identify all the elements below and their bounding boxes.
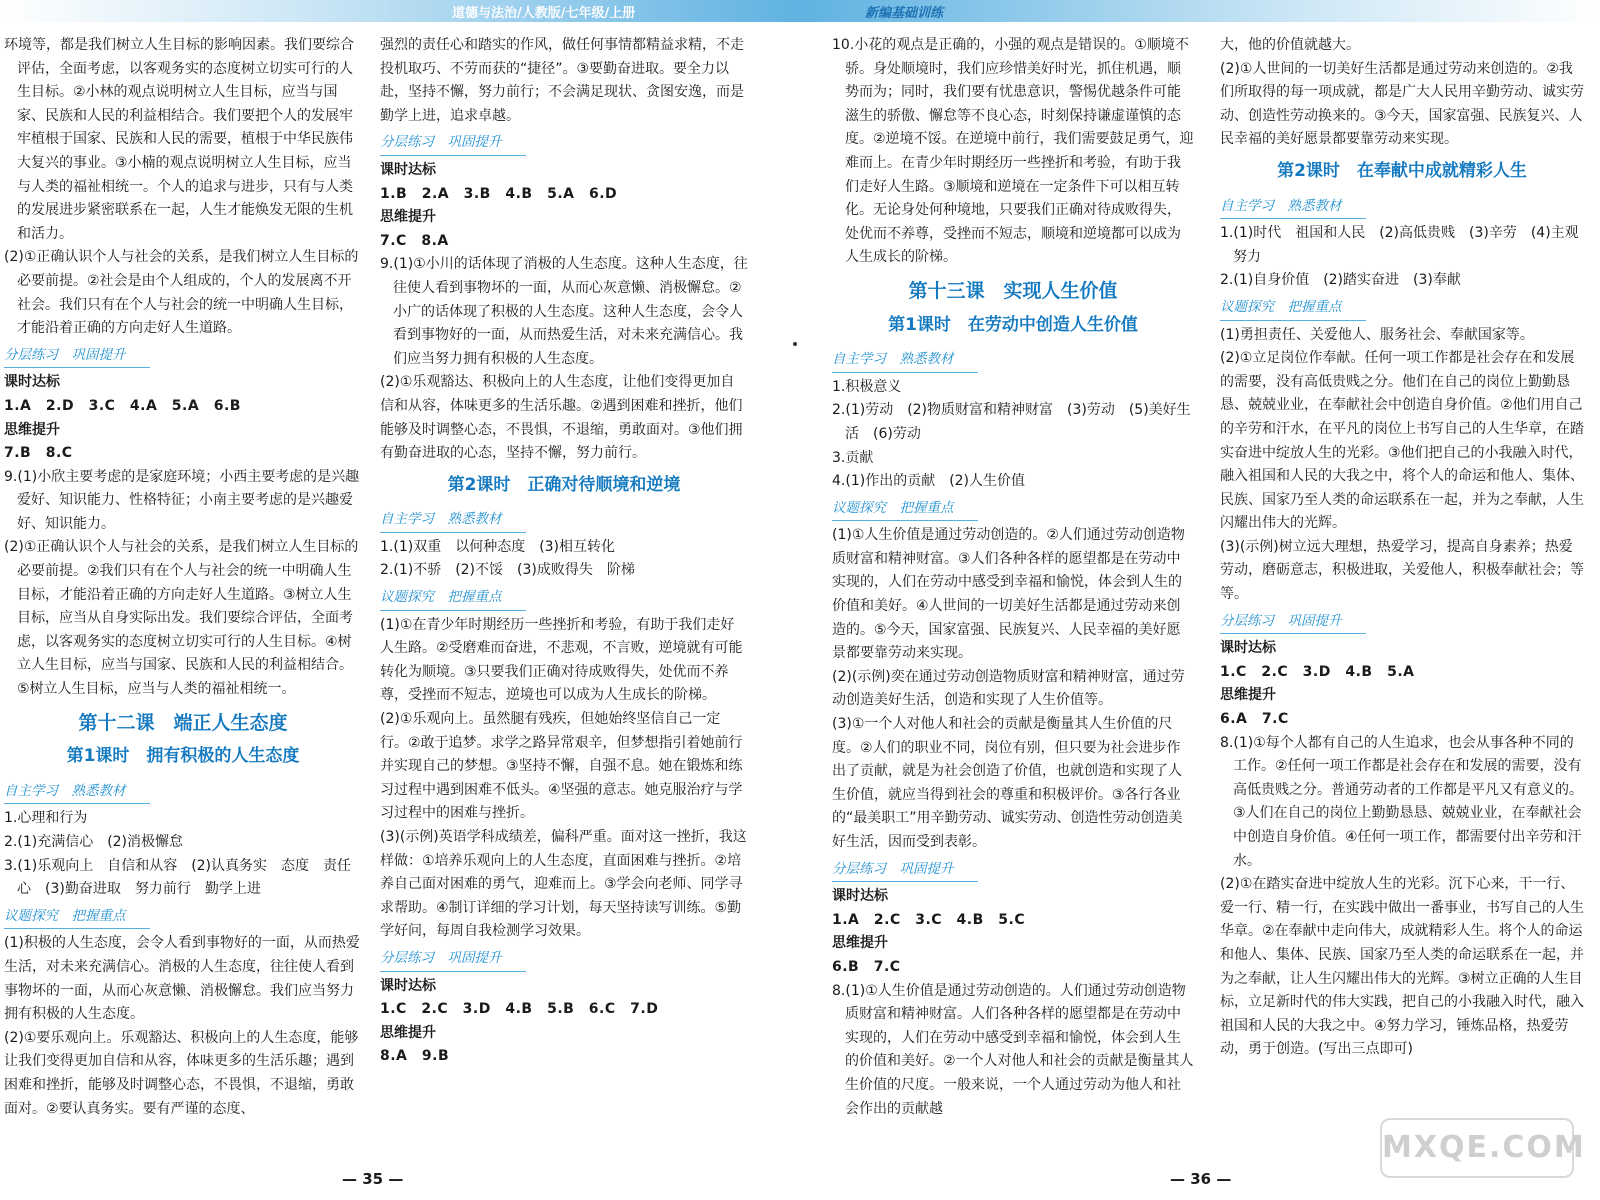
answer-paragraph: (2)①正确认识个人与社会的关系，是我们树立人生目标的必要前提。②社会是由个人组成的，个人的发展离不开社会。我们只有在个人与社会的统一中明确人生目标，才能沿着正确的方向走好人生道路。: [4, 249, 359, 337]
answer-key-line: 7.B 8.C: [4, 445, 73, 462]
answer-paragraph: 1.心理和行为: [4, 810, 88, 827]
answer-paragraph: 9.(1)小欣主要考虑的是家庭环境；小西主要考虑的是兴趣爱好、知识能力、性格特征；小南主要考虑的是兴趣爱好、知识能力。: [4, 468, 360, 532]
answer-paragraph: (2)①正确认识个人与社会的关系，是我们树立人生目标的必要前提。②我们只有在个人与社会的统一中明确人生目标，才能沿着正确的方向走好人生道路。③树立人生目标，应当从自身实际出发。我们要综合评估，全面考虑，以客观务实的态度树立切实可行的人生目标。④树立人生目标，应当与国家、民族和人民的利益相结合。⑤树立人生目标，应当与人类的福祉相统一。: [4, 539, 359, 698]
answer-key-line: 1.A 2.C 3.C 4.B 5.C: [832, 911, 1026, 928]
answer-paragraph: 8.(1)①人生价值是通过劳动创造的。人们通过劳动创造物质财富和精神财富。人们各种各样的愿望都是在劳动中实现的，人们在劳动中感受到幸福和愉悦，体会到人生的价值和美好。②一个人对他人和社会的贡献是衡量其人生价值的尺度。一般来说，一个人通过劳动为他人和社会作出的贡献越: [832, 982, 1194, 1117]
section-heading: 分层练习 巩固提升: [1220, 610, 1366, 635]
section-heading: 分层练习 巩固提升: [380, 947, 526, 972]
answer-paragraph: (2)①乐观豁达、积极向上的人生态度，让他们变得更加自信和从容，体味更多的生活乐趣。②遇到困难和挫折，他们能够及时调整心态，不畏惧，不退缩，勇敢面对。③他们拥有勤奋进取的心态，坚持不懈，努力前行。: [380, 374, 743, 462]
lesson-title: 第十三课 实现人生价值: [908, 279, 1118, 302]
section-heading-row: [832, 345, 1194, 376]
page-number-left: — 35 —: [342, 1170, 404, 1188]
answer-paragraph: (2)①要乐观向上。乐观豁达、积极向上的人生态度，能够让我们变得更加自信和从容，体味更多的生活乐趣；遇到困难和挫折，能够及时调整心态，不畏惧，不退缩，勇敢面对。②要认真务实。要有严谨的态度、: [4, 1029, 359, 1117]
section-heading: 议题探究 把握重点: [1220, 296, 1366, 321]
answer-paragraph: 3.贡献: [832, 449, 874, 466]
section-heading: 分层练习 巩固提升: [4, 344, 150, 369]
section-heading: 议题探究 把握重点: [4, 905, 150, 930]
section-heading: 自主学习 熟悉教材: [832, 348, 978, 373]
answer-key-line: 1.C 2.C 3.D 4.B 5.B 6.C 7.D: [380, 1001, 659, 1018]
answer-paragraph: 2.(1)充满信心 (2)消极懈怠: [4, 834, 184, 850]
answer-paragraph: (1)勇担责任、关爱他人、服务社会、奉献国家等。: [1220, 326, 1534, 343]
section-heading: 自主学习 熟悉教材: [4, 780, 150, 805]
answer-paragraph: (2)①在踏实奋进中绽放人生的光彩。沉下心来，干一行、爱一行、精一行，在实践中做出一番事业，书写自己的人生华章。②在奉献中走向伟大，成就精彩人生。将个人的命运和他人、集体、民族、国家乃至人类的命运联系在一起，并为之奉献，让人生闪耀出伟大的光辉。③树立正确的人生目标，立足新时代的伟大实践，把自己的小我融入时代，融入祖国和人民的大我之中。④努力学习，锤炼品格，热爱劳动，勇于创造。(写出三点即可): [1220, 876, 1584, 1058]
answer-paragraph: (1)①在青少年时期经历一些挫折和考验，有助于我们走好人生路。②受磨难而奋进，不悲观，不言败，逆境就有可能转化为顺境。③只要我们正确对待成败得失，处优而不养尊，受挫而不短志，逆境也可以成为人生成长的阶梯。: [380, 616, 743, 704]
section-heading-row: [1220, 607, 1584, 638]
left-page-column-2: [380, 34, 748, 1162]
section-heading-row: [4, 341, 362, 372]
answer-paragraph: (1)①人生价值是通过劳动创造的。②人们通过劳动创造物质财富和精神财富。③人们各种各样的愿望都是在劳动中实现的，人们在劳动中感受到幸福和愉悦，体会到人生的价值和美好。④人世间的一切美好生活都是通过劳动来创造的。⑤今天，国家富强、民族复兴、人民幸福的美好愿景都要靠劳动来实现。: [832, 527, 1185, 662]
answer-key-line: 1.A 2.D 3.C 4.A 5.A 6.B: [4, 397, 241, 414]
answer-paragraph: 强烈的责任心和踏实的作风，做任何事情都精益求精，不走投机取巧、不劳而获的“捷径”。③要勤奋进取。要全力以赴，坚持不懈，努力前行；不会满足现状、贪图安逸，而是勤学上进，追求卓越。: [380, 37, 744, 124]
right-page-column-1: [832, 34, 1194, 1162]
sub-heading: 思维提升: [4, 421, 60, 438]
answer-paragraph: 4.(1)作出的贡献 (2)人生价值: [832, 473, 1026, 490]
section-heading-row: [832, 494, 1194, 525]
answer-key-line: 6.A 7.C: [1220, 711, 1289, 728]
answer-paragraph: (3)①一个人对他人和社会的贡献是衡量其人生价值的尺度。②人们的职业不同，岗位有别，但只要为社会进步作出了贡献，就是为社会创造了价值，也就创造和实现了人生价值，就应当得到社会的尊重和积极评价。③各行各业的“最美职工”用辛勤劳动、诚实劳动、创造性劳动创造美好生活，因而受到表彰。: [832, 716, 1183, 850]
section-heading-row: [380, 128, 748, 159]
class-period-title: 第2课时 正确对待顺境和逆境: [447, 474, 681, 495]
section-heading-row: [380, 944, 748, 975]
section-heading-row: [380, 583, 748, 614]
answer-key-line: 8.A 9.B: [380, 1048, 450, 1065]
brand-title: 新编基础训练: [865, 6, 944, 21]
left-page-column-1: [4, 34, 362, 1162]
sub-heading: 课时达标: [380, 977, 436, 994]
answer-paragraph: 2.(1)自身价值 (2)踏实奋进 (3)奉献: [1220, 272, 1461, 289]
answer-key-line: 1.B 2.A 3.B 4.B 5.A 6.D: [380, 185, 618, 202]
answer-key-line: 6.B 7.C: [832, 958, 901, 975]
class-period-title: 第1课时 拥有积极的人生态度: [66, 746, 300, 767]
watermark: MXQE.COM: [1380, 1118, 1574, 1178]
class-period-title: 第1课时 在劳动中创造人生价值: [888, 314, 1138, 335]
header-bar: [0, 0, 1600, 22]
answer-paragraph: (2)①人世间的一切美好生活都是通过劳动来创造的。②我们所取得的每一项成就，都是广大人民用辛勤劳动、诚实劳动、创造性劳动换来的。③今天，国家富强、民族复兴、人民幸福的美好愿景都要靠劳动来实现。: [1220, 60, 1584, 148]
answer-key-line: 1.C 2.C 3.D 4.B 5.A: [1220, 663, 1415, 680]
answer-paragraph: 1.积极意义: [832, 378, 902, 395]
sub-heading: 思维提升: [1220, 687, 1276, 704]
section-heading-row: [4, 902, 362, 933]
answer-paragraph: 1.(1)双重 以何种态度 (3)相互转化: [380, 538, 616, 555]
answer-key-line: 7.C 8.A: [380, 232, 449, 249]
sub-heading: 课时达标: [380, 161, 436, 178]
section-heading-row: [832, 855, 1194, 886]
section-heading-row: [380, 505, 748, 536]
answer-paragraph: (2)①乐观向上。虽然腿有残疾，但她始终坚信自己一定行。②敢于追梦。求学之路异常艰辛，但梦想指引着她前行并实现自己的梦想。③坚持不懈，自强不息。她在锻炼和练习过程中遇到困难不低头。④坚强的意志。她克服治疗与学习过程中的困难与挫折。: [380, 711, 743, 822]
book-title: 道德与法治/人教版/七年级/上册: [452, 6, 636, 21]
section-heading: 分层练习 巩固提升: [380, 131, 526, 156]
answer-paragraph: (3)(示例)英语学科成绩差，偏科严重。面对这一挫折，我这样做：①培养乐观向上的人生态度，直面困难与挫折。②培养自己面对困难的勇气，迎难而上。③学会向老师、同学寻求帮助。④制订详细的学习计划，每天坚持读写训练。⑤勤学好问，每周自我检测学习效果。: [380, 829, 747, 940]
section-heading: 议题探究 把握重点: [380, 586, 526, 611]
section-heading: 自主学习 熟悉教材: [380, 508, 526, 533]
answer-paragraph: (2)①立足岗位作奉献。任何一项工作都是社会存在和发展的需要，没有高低贵贱之分。他们在自己的岗位上勤勤恳恳、兢兢业业，在奉献社会中创造自身价值。②他们用自己的辛劳和汗水，在平凡的岗位上书写自己的人生华章，在踏实奋进中绽放人生的光彩。③他们把自己的小我融入时代，融入祖国和人民的大我之中，将个人的命运和他人、集体、民族、国家乃至人类的命运联系在一起，并为之奉献，人生闪耀出伟大的光辉。: [1220, 350, 1584, 532]
sub-heading: 思维提升: [380, 209, 436, 226]
page-number-right: — 36 —: [1170, 1170, 1232, 1188]
answer-paragraph: (2)(示例)奕在通过劳动创造物质财富和精神财富，通过劳动创造美好生活，创造和实现了人生价值等。: [832, 668, 1185, 709]
answer-paragraph: 2.(1)不骄 (2)不馁 (3)成败得失 阶梯: [380, 562, 635, 579]
section-heading-row: [4, 777, 362, 808]
sub-heading: 课时达标: [1220, 640, 1276, 657]
answer-paragraph: 1.(1)时代 祖国和人民 (2)高低贵贱 (3)辛劳 (4)主观努力: [1220, 225, 1579, 265]
right-page-column-2: [1220, 34, 1584, 1162]
section-heading: 自主学习 熟悉教材: [1220, 195, 1366, 220]
answer-paragraph: 大，他的价值就越大。: [1220, 37, 1360, 53]
answer-paragraph: 8.(1)①每个人都有自己的人生追求，也会从事各种不同的工作。②任何一项工作都是社会存在和发展的需要，没有高低贵贱之分。普通劳动者的工作都是平凡又有意义的。③人们在自己的岗位上勤勤恳恳、兢兢业业，在奉献社会中创造自身价值。④任何一项工作，都需要付出辛劳和汗水。: [1220, 734, 1583, 869]
page-divider-dot: [793, 342, 797, 346]
answer-paragraph: (3)(示例)树立远大理想，热爱学习，提高自身素养；热爱劳动，磨砺意志，积极进取，关爱他人，积极奉献社会；等等。: [1220, 538, 1584, 603]
section-heading: 分层练习 巩固提升: [832, 858, 978, 883]
sub-heading: 思维提升: [832, 935, 888, 952]
sub-heading: 思维提升: [380, 1024, 436, 1041]
answer-paragraph: 3.(1)乐观向上 自信和从容 (2)认真务实 态度 责任心 (3)勤奋进取 努力前行 勤学上进: [4, 857, 352, 898]
lesson-title: 第十二课 端正人生态度: [78, 711, 288, 734]
section-heading-row: [1220, 293, 1584, 324]
answer-paragraph: 9.(1)①小川的话体现了消极的人生态度。这种人生态度，往往使人看到事物坏的一面，从而心灰意懒、消极懈怠。②小广的话体现了积极的人生态度。这种人生态度，会令人看到事物好的一面，从而热爱生活，对未来充满信心。我们应当努力拥有积极的人生态度。: [380, 256, 748, 367]
answer-paragraph: 2.(1)劳动 (2)物质财富和精神财富 (3)劳动 (5)美好生活 (6)劳动: [832, 402, 1191, 442]
section-heading: 议题探究 把握重点: [832, 497, 978, 522]
answer-paragraph: 10.小花的观点是正确的，小强的观点是错误的。①顺境不骄。身处顺境时，我们应珍惜美好时光，抓住机遇，顺势而为；同时，我们要有忧患意识，警惕优越条件可能滋生的骄傲、懈怠等不良心态，时刻保持谦虚谨慎的态度。②逆境不馁。在逆境中前行，我们需要鼓足勇气，迎难而上。在青少年时期经历一些挫折和考验，有助于我们走好人生路。③顺境和逆境在一定条件下可以相互转化。无论身处何种境地，只要我们正确对待成败得失，处优而不养尊，受挫而不短志，顺境和逆境都可以成为人生成长的阶梯。: [832, 37, 1194, 266]
answer-paragraph: (1)积极的人生态度，会令人看到事物好的一面，从而热爱生活，对未来充满信心。消极的人生态度，往往使人看到事物坏的一面，从而心灰意懒、消极懈怠。我们应当努力拥有积极的人生态度。: [4, 935, 360, 1023]
sub-heading: 课时达标: [4, 374, 60, 391]
class-period-title: 第2课时 在奉献中成就精彩人生: [1277, 160, 1527, 181]
section-heading-row: [1220, 192, 1584, 223]
sub-heading: 课时达标: [832, 888, 888, 905]
answer-paragraph: 环境等，都是我们树立人生目标的影响因素。我们要综合评估，全面考虑，以客观务实的态度树立切实可行的人生目标。②小林的观点说明树立人生目标，应当与国家、民族和人民的利益相结合。我们要把个人的发展牢牢植根于国家、民族和人民的需要，植根于中华民族伟大复兴的事业。③小楠的观点说明树立人生目标，应当与人类的福祉相统一。个人的追求与进步，只有与人类的发展进步紧密联系在一起，人生才能焕发无限的生机和活力。: [4, 37, 354, 242]
